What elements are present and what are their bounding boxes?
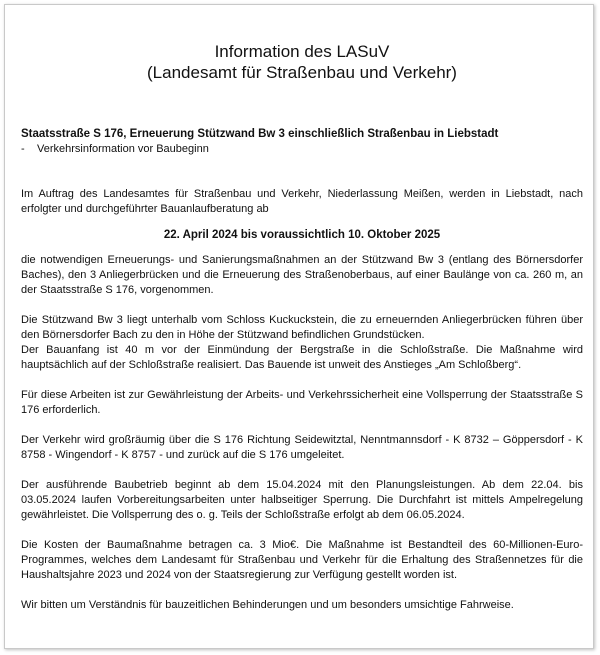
intro-paragraph: Im Auftrag des Landesamtes für Straßenbau und Verkehr, Niederlassung Meißen, werden in Liebstadt, nach erfolgter und durchgeführter Bauanlaufberatung ab <box>21 188 583 215</box>
page-title <box>21 41 583 83</box>
paragraph-location: Die Stützwand Bw 3 liegt unterhalb vom Schloss Kuckuckstein, die zu erneuernden Anliegerbrücken führen über den Börnersdorfer Bach zu den in Höhe der Stützwand befindlichen Grundstücken. <box>21 314 583 341</box>
paragraph-construction-start: Der Bauanfang ist 40 m vor der Einmündung der Bergstraße in die Schloßstraße. Die Maßnahme wird hauptsächlich auf der Schloßstraße realisiert. Das Bauende ist unweit des Anstieges „Am Schloßberg“. <box>21 344 583 371</box>
date-range: 22. April 2024 bis voraussichtlich 10. Oktober 2025 <box>163 229 441 241</box>
paragraph-schedule: Der ausführende Baubetrieb beginnt ab dem 15.04.2024 mit den Planungsleistungen. Ab dem 22.04. bis 03.05.2024 laufen Vorbereitungsarbeiten unter halbseitiger Sperrung. Die Durchfahrt ist mittels Ampelregelung gewährleistet. Die Vollsperrung des o. g. Teils der Schloßstraße erfolgt ab dem 06.05.2024. <box>21 479 583 521</box>
title-line-1: Information des LASuV <box>214 42 390 61</box>
document-content <box>21 41 583 613</box>
subline-dash: - <box>21 143 25 155</box>
title-line-2: (Landesamt für Straßenbau und Verkehr) <box>147 63 457 82</box>
subject-subline <box>21 142 583 157</box>
paragraph-costs: Die Kosten der Baumaßnahme betragen ca. 3 Mio€. Die Maßnahme ist Bestandteil des 60-Millionen-Euro-Programmes, welches dem Landesamt für Straßenbau und Verkehr für die Erhaltung des Straßennetzes für die Haushaltsjahre 2023 und 2024 von der Staatsregierung zur Verfügung gestellt worden ist. <box>21 539 583 581</box>
paragraph-detour: Der Verkehr wird großräumig über die S 176 Richtung Seidewitztal, Nenntmannsdorf - K 8732 – Göppersdorf - K 8758 - Wingendorf - K 8757 - und zurück auf die S 176 umgeleitet. <box>21 434 583 461</box>
paragraph-closure: Für diese Arbeiten ist zur Gewährleistung der Arbeits- und Verkehrssicherheit eine Vollsperrung der Staatsstraße S 176 erforderlich. <box>21 389 583 416</box>
paragraph-scope: die notwendigen Erneuerungs- und Sanierungsmaßnahmen an der Stützwand Bw 3 (entlang des Börnersdorfer Baches), den 3 Anliegerbrücken und die Erneuerung des Straßenoberbaus, auf einer Baulänge von ca. 260 m, an der Staatsstraße S 176, vorgenommen. <box>21 254 583 296</box>
document-page <box>4 4 594 649</box>
subject-headline: Staatsstraße S 176, Erneuerung Stützwand Bw 3 einschließlich Straßenbau in Liebstadt <box>21 128 499 140</box>
subline-text: Verkehrsinformation vor Baubeginn <box>37 143 209 155</box>
paragraph-closing: Wir bitten um Verständnis für bauzeitlichen Behinderungen und um besonders umsichtige Fahrweise. <box>21 599 514 611</box>
